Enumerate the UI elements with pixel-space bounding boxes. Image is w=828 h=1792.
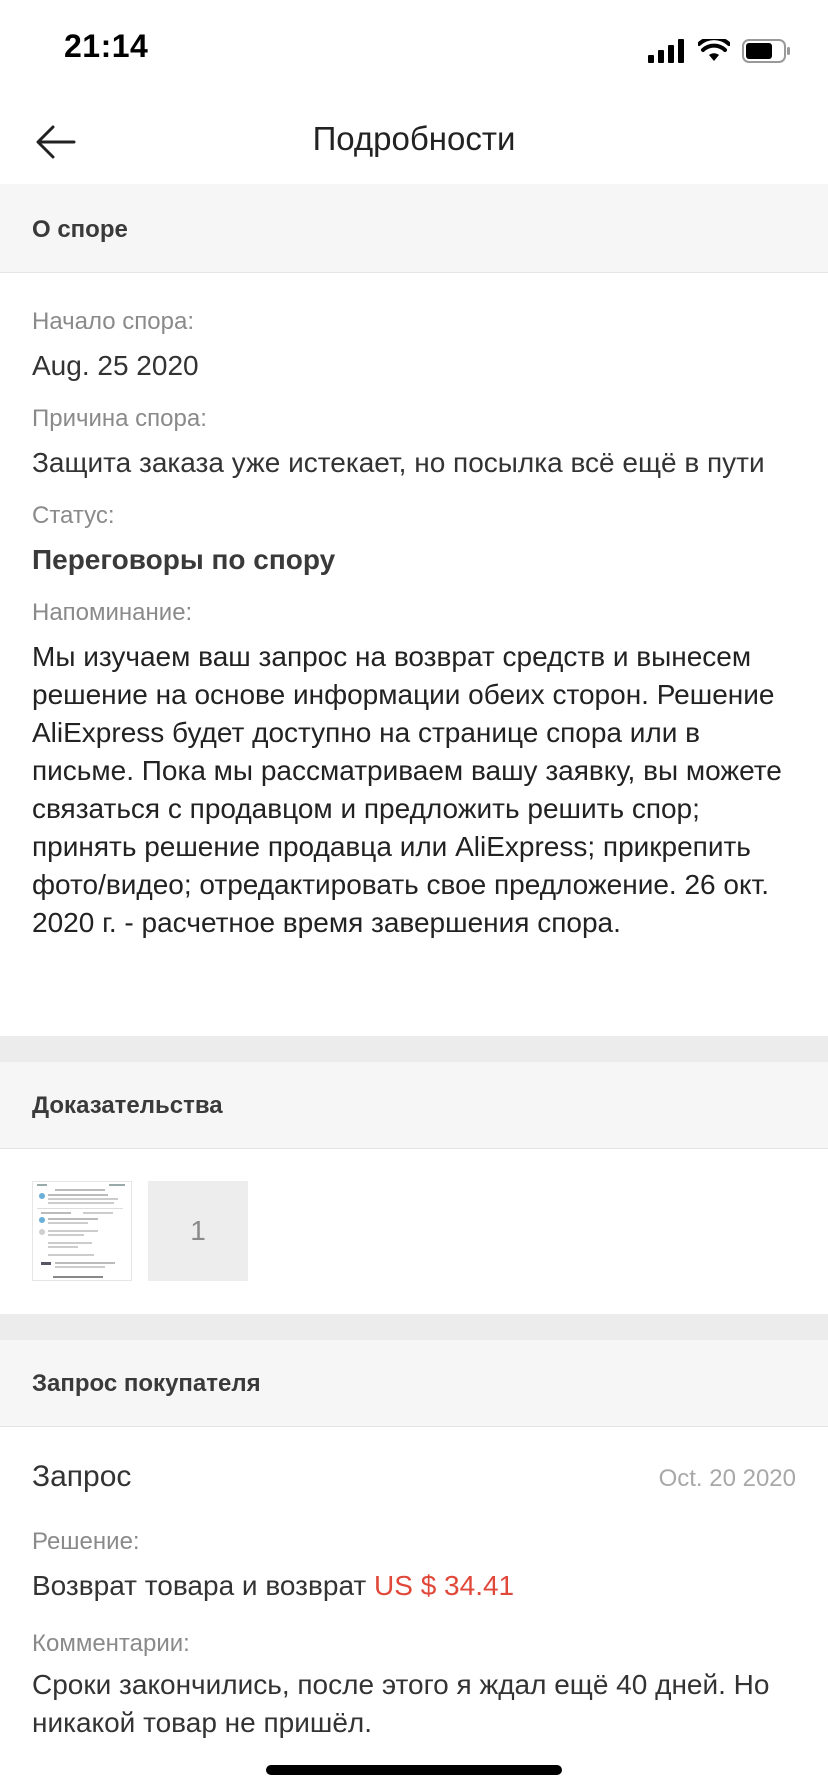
start-value: Aug. 25 2020: [32, 350, 199, 381]
reminder-text: Мы изучаем ваш запрос на возврат средств и вынесем решение на основе информации обеих сторон. Решение AliExpress будет доступно на странице спора или в письме. Пока мы рассматриваем вашу заявку, вы можете связаться с продавцом и предложить решить спор; принять решение продавца или AliExpress; прикрепить фото/видео; отредактировать свое предложение. 26 окт. 2020 г. - расчетное время завершения спора.: [32, 641, 782, 938]
request-date: Oct. 20 2020: [658, 1465, 796, 1492]
status-time: 21:14: [64, 28, 149, 64]
cellular-signal-icon: [648, 39, 686, 63]
start-label: Начало спора:: [32, 308, 194, 335]
status-label: Статус:: [32, 502, 115, 529]
solution-text: Возврат товара и возврат: [32, 1570, 367, 1601]
comments-label: Комментарии:: [32, 1630, 190, 1657]
reminder-label: Напоминание:: [32, 599, 193, 626]
section-header-dispute: [0, 184, 828, 273]
section-header-buyer-request: [0, 1340, 828, 1427]
section-title: Запрос покупателя: [32, 1370, 261, 1397]
solution-label: Решение:: [32, 1528, 140, 1555]
solution-value: [32, 1570, 514, 1602]
home-indicator[interactable]: [266, 1765, 562, 1775]
evidence-thumbnail[interactable]: [32, 1181, 132, 1281]
wifi-icon: [698, 39, 730, 63]
comments-text: Сроки закончились, после этого я ждал ещё 40 дней. Но никакой товар не пришёл.: [32, 1669, 770, 1738]
nav-bar: [0, 100, 828, 184]
status-bar: [0, 0, 828, 100]
status-icons: [648, 36, 792, 66]
section-title: О споре: [32, 216, 128, 243]
section-title: Доказательства: [32, 1092, 223, 1119]
page-title: Подробности: [312, 120, 516, 157]
section-header-evidence: [0, 1062, 828, 1149]
refund-amount: US $ 34.41: [374, 1570, 515, 1601]
evidence-count-box[interactable]: 1: [148, 1181, 248, 1281]
section-divider: [0, 1036, 828, 1062]
reason-value: Защита заказа уже истекает, но посылка всё ещё в пути: [32, 447, 765, 478]
section-divider: [0, 1314, 828, 1340]
screenshot-thumbnail-image: [33, 1182, 131, 1280]
request-title: Запрос: [32, 1460, 132, 1493]
status-value: Переговоры по спору: [32, 544, 336, 575]
reason-label: Причина спора:: [32, 405, 207, 432]
battery-icon: [742, 39, 792, 63]
